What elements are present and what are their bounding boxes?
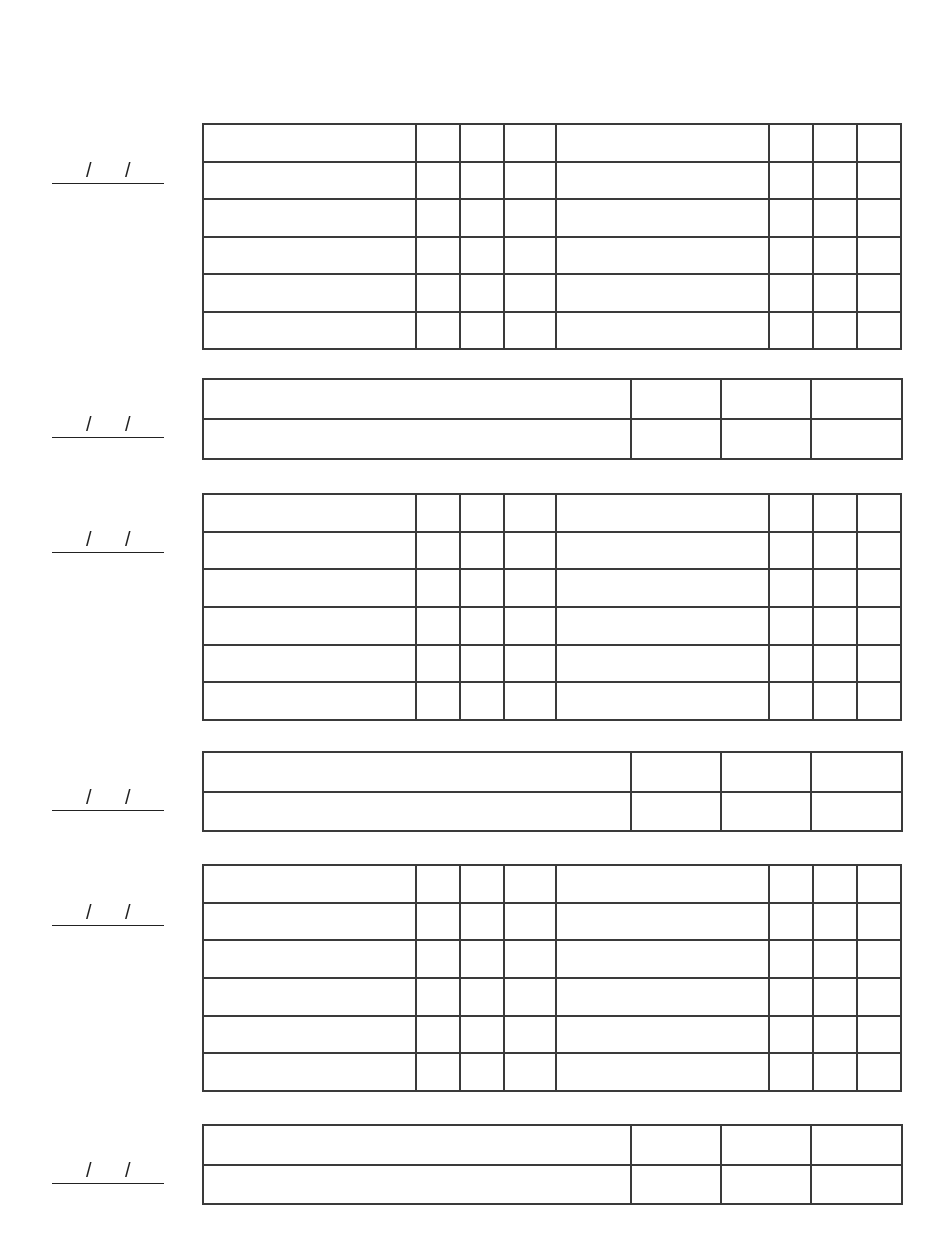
table-row <box>203 419 902 459</box>
table-cell[interactable] <box>416 1016 460 1054</box>
table-cell[interactable] <box>504 1016 556 1054</box>
table-cell[interactable] <box>203 237 416 275</box>
table-cell[interactable] <box>504 124 556 162</box>
date-field[interactable] <box>52 902 164 926</box>
table-cell[interactable] <box>504 569 556 607</box>
table-cell[interactable] <box>813 274 857 312</box>
date-separator: / <box>125 160 131 182</box>
table-row <box>203 162 901 200</box>
table-cell[interactable] <box>203 1016 416 1054</box>
table-cell[interactable] <box>203 1125 631 1165</box>
table-cell[interactable] <box>857 274 901 312</box>
table-cell[interactable] <box>416 124 460 162</box>
table-cell[interactable] <box>813 903 857 941</box>
table-row <box>203 494 901 532</box>
table-cell[interactable] <box>556 274 769 312</box>
detail-table <box>202 493 902 721</box>
table-cell[interactable] <box>556 162 769 200</box>
table-cell[interactable] <box>813 162 857 200</box>
table-cell[interactable] <box>416 312 460 350</box>
date-separator: / <box>125 529 131 551</box>
table-row <box>203 978 901 1016</box>
table-cell[interactable] <box>460 274 504 312</box>
table-cell[interactable] <box>460 312 504 350</box>
table-row <box>203 865 901 903</box>
table-row <box>203 379 902 419</box>
table-cell[interactable] <box>721 419 811 459</box>
table-cell[interactable] <box>203 532 416 570</box>
table-cell[interactable] <box>556 1053 769 1091</box>
table-cell[interactable] <box>416 162 460 200</box>
table-row <box>203 752 902 792</box>
table-cell[interactable] <box>556 978 769 1016</box>
table-cell[interactable] <box>857 645 901 683</box>
table-row <box>203 792 902 832</box>
table-cell[interactable] <box>813 199 857 237</box>
table-cell[interactable] <box>556 903 769 941</box>
table-cell[interactable] <box>460 494 504 532</box>
table-cell[interactable] <box>504 978 556 1016</box>
table-cell[interactable] <box>416 645 460 683</box>
date-field[interactable] <box>52 160 164 184</box>
table-cell[interactable] <box>811 379 902 419</box>
table-row <box>203 237 901 275</box>
table-cell[interactable] <box>769 682 813 720</box>
date-separator: / <box>86 1160 92 1182</box>
table-cell[interactable] <box>203 199 416 237</box>
table-cell[interactable] <box>813 494 857 532</box>
table-row <box>203 1125 902 1165</box>
table-row <box>203 682 901 720</box>
table-cell[interactable] <box>203 1053 416 1091</box>
table-cell[interactable] <box>203 124 416 162</box>
table-cell[interactable] <box>416 494 460 532</box>
table-cell[interactable] <box>416 940 460 978</box>
table-cell[interactable] <box>857 682 901 720</box>
table-cell[interactable] <box>721 1165 811 1205</box>
date-field[interactable] <box>52 529 164 553</box>
table-cell[interactable] <box>769 494 813 532</box>
table-cell[interactable] <box>813 237 857 275</box>
table-cell[interactable] <box>857 312 901 350</box>
date-separator: / <box>86 160 92 182</box>
table-cell[interactable] <box>504 1053 556 1091</box>
table-cell[interactable] <box>504 199 556 237</box>
table-cell[interactable] <box>203 1165 631 1205</box>
table-cell[interactable] <box>416 1053 460 1091</box>
table-cell[interactable] <box>811 792 902 832</box>
table-cell[interactable] <box>857 940 901 978</box>
table-cell[interactable] <box>203 419 631 459</box>
table-cell[interactable] <box>556 865 769 903</box>
table-cell[interactable] <box>416 199 460 237</box>
table-cell[interactable] <box>857 1053 901 1091</box>
table-cell[interactable] <box>203 162 416 200</box>
table-cell[interactable] <box>203 978 416 1016</box>
table-cell[interactable] <box>857 978 901 1016</box>
date-separator: / <box>86 902 92 924</box>
table-cell[interactable] <box>460 1053 504 1091</box>
table-cell[interactable] <box>504 682 556 720</box>
table-cell[interactable] <box>857 903 901 941</box>
table-cell[interactable] <box>460 865 504 903</box>
table-cell[interactable] <box>504 607 556 645</box>
table-cell[interactable] <box>556 124 769 162</box>
table-cell[interactable] <box>556 645 769 683</box>
table-cell[interactable] <box>857 532 901 570</box>
table-cell[interactable] <box>203 274 416 312</box>
table-cell[interactable] <box>203 645 416 683</box>
table-cell[interactable] <box>416 682 460 720</box>
table-cell[interactable] <box>504 865 556 903</box>
table-cell[interactable] <box>556 607 769 645</box>
table-cell[interactable] <box>203 752 631 792</box>
table-row <box>203 1165 902 1205</box>
date-separator: / <box>125 787 131 809</box>
table-cell[interactable] <box>203 792 631 832</box>
table-cell[interactable] <box>811 752 902 792</box>
table-cell[interactable] <box>721 752 811 792</box>
date-field[interactable] <box>52 1160 164 1184</box>
table-cell[interactable] <box>721 1125 811 1165</box>
table-cell[interactable] <box>631 752 721 792</box>
table-cell[interactable] <box>504 494 556 532</box>
table-cell[interactable] <box>769 865 813 903</box>
date-separator: / <box>125 1160 131 1182</box>
table-cell[interactable] <box>769 569 813 607</box>
date-separator: / <box>125 414 131 436</box>
table-cell[interactable] <box>813 124 857 162</box>
table-cell[interactable] <box>769 1016 813 1054</box>
table-cell[interactable] <box>460 978 504 1016</box>
table-cell[interactable] <box>813 978 857 1016</box>
table-cell[interactable] <box>416 274 460 312</box>
table-cell[interactable] <box>556 199 769 237</box>
table-cell[interactable] <box>460 162 504 200</box>
table-cell[interactable] <box>631 792 721 832</box>
date-separator: / <box>86 787 92 809</box>
date-separator: / <box>125 902 131 924</box>
table-cell[interactable] <box>769 312 813 350</box>
date-separator: / <box>86 529 92 551</box>
table-row <box>203 940 901 978</box>
table-cell[interactable] <box>203 494 416 532</box>
detail-table <box>202 123 902 350</box>
table-cell[interactable] <box>416 903 460 941</box>
summary-table <box>202 751 903 832</box>
table-cell[interactable] <box>460 682 504 720</box>
table-cell[interactable] <box>769 903 813 941</box>
table-cell[interactable] <box>203 940 416 978</box>
table-cell[interactable] <box>813 940 857 978</box>
table-cell[interactable] <box>460 124 504 162</box>
table-cell[interactable] <box>813 865 857 903</box>
table-cell[interactable] <box>460 532 504 570</box>
table-row <box>203 199 901 237</box>
table-row <box>203 274 901 312</box>
table-cell[interactable] <box>416 978 460 1016</box>
table-cell[interactable] <box>203 865 416 903</box>
table-cell[interactable] <box>857 1016 901 1054</box>
table-cell[interactable] <box>416 607 460 645</box>
table-cell[interactable] <box>556 1016 769 1054</box>
table-cell[interactable] <box>203 569 416 607</box>
table-cell[interactable] <box>504 903 556 941</box>
table-cell[interactable] <box>203 903 416 941</box>
table-cell[interactable] <box>416 237 460 275</box>
table-row <box>203 312 901 350</box>
table-cell[interactable] <box>813 645 857 683</box>
table-cell[interactable] <box>460 569 504 607</box>
table-cell[interactable] <box>857 607 901 645</box>
table-row <box>203 645 901 683</box>
table-cell[interactable] <box>813 682 857 720</box>
table-cell[interactable] <box>504 162 556 200</box>
summary-table <box>202 1124 903 1205</box>
table-cell[interactable] <box>769 124 813 162</box>
table-cell[interactable] <box>504 274 556 312</box>
table-cell[interactable] <box>813 607 857 645</box>
table-cell[interactable] <box>857 199 901 237</box>
table-cell[interactable] <box>811 419 902 459</box>
table-cell[interactable] <box>203 379 631 419</box>
table-cell[interactable] <box>460 607 504 645</box>
table-cell[interactable] <box>556 237 769 275</box>
table-row <box>203 532 901 570</box>
summary-table <box>202 378 903 460</box>
table-cell[interactable] <box>721 792 811 832</box>
table-cell[interactable] <box>631 419 721 459</box>
table-row <box>203 903 901 941</box>
table-cell[interactable] <box>556 312 769 350</box>
table-cell[interactable] <box>769 978 813 1016</box>
table-cell[interactable] <box>813 312 857 350</box>
detail-table <box>202 864 902 1092</box>
table-cell[interactable] <box>631 1165 721 1205</box>
date-separator: / <box>86 414 92 436</box>
table-cell[interactable] <box>813 1053 857 1091</box>
table-cell[interactable] <box>631 1125 721 1165</box>
table-cell[interactable] <box>769 274 813 312</box>
table-row <box>203 1053 901 1091</box>
table-cell[interactable] <box>460 940 504 978</box>
table-cell[interactable] <box>811 1165 902 1205</box>
table-cell[interactable] <box>504 532 556 570</box>
table-cell[interactable] <box>504 940 556 978</box>
table-cell[interactable] <box>857 494 901 532</box>
table-cell[interactable] <box>769 162 813 200</box>
table-cell[interactable] <box>813 532 857 570</box>
table-cell[interactable] <box>769 645 813 683</box>
table-cell[interactable] <box>556 940 769 978</box>
table-row <box>203 569 901 607</box>
table-cell[interactable] <box>813 1016 857 1054</box>
table-cell[interactable] <box>203 312 416 350</box>
table-cell[interactable] <box>556 682 769 720</box>
table-cell[interactable] <box>857 124 901 162</box>
table-cell[interactable] <box>460 199 504 237</box>
table-cell[interactable] <box>556 532 769 570</box>
table-row <box>203 124 901 162</box>
table-cell[interactable] <box>769 199 813 237</box>
table-row <box>203 607 901 645</box>
table-cell[interactable] <box>721 379 811 419</box>
table-cell[interactable] <box>416 532 460 570</box>
table-cell[interactable] <box>556 569 769 607</box>
table-row <box>203 1016 901 1054</box>
table-cell[interactable] <box>203 682 416 720</box>
table-cell[interactable] <box>460 903 504 941</box>
table-cell[interactable] <box>556 494 769 532</box>
table-cell[interactable] <box>504 237 556 275</box>
table-cell[interactable] <box>631 379 721 419</box>
table-cell[interactable] <box>769 940 813 978</box>
date-field[interactable] <box>52 414 164 438</box>
table-cell[interactable] <box>460 237 504 275</box>
table-cell[interactable] <box>460 645 504 683</box>
table-cell[interactable] <box>857 865 901 903</box>
table-cell[interactable] <box>504 645 556 683</box>
table-cell[interactable] <box>857 237 901 275</box>
table-cell[interactable] <box>769 607 813 645</box>
date-field[interactable] <box>52 787 164 811</box>
table-cell[interactable] <box>813 569 857 607</box>
table-cell[interactable] <box>416 569 460 607</box>
table-cell[interactable] <box>769 237 813 275</box>
table-cell[interactable] <box>857 569 901 607</box>
table-cell[interactable] <box>203 607 416 645</box>
table-cell[interactable] <box>460 1016 504 1054</box>
table-cell[interactable] <box>769 532 813 570</box>
table-cell[interactable] <box>416 865 460 903</box>
table-cell[interactable] <box>504 312 556 350</box>
table-cell[interactable] <box>811 1125 902 1165</box>
table-cell[interactable] <box>857 162 901 200</box>
table-cell[interactable] <box>769 1053 813 1091</box>
